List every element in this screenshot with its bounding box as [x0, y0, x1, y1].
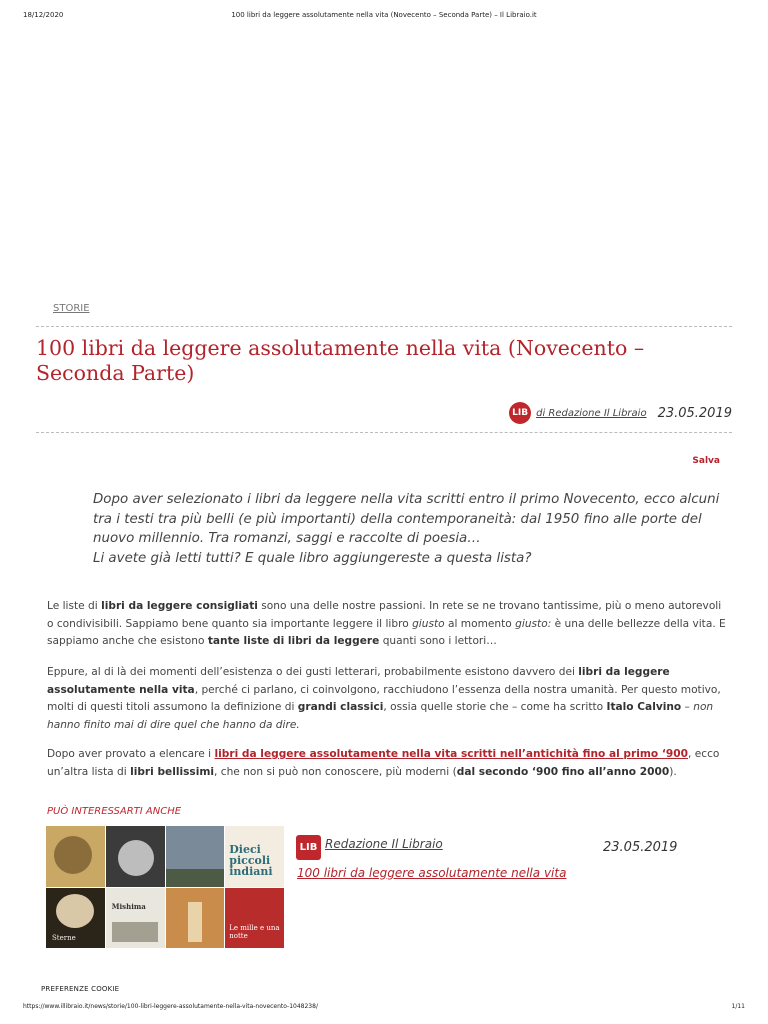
article-title: 100 libri da leggere assolutamente nella vita (Novecento – Seconda Parte) — [36, 336, 645, 385]
intro-paragraph: Dopo aver selezionato i libri da leggere nella vita scritti entro il primo Novecento, ecco alcuni tra i testi tra più belli (e più importanti) della contemporaneità: dal 1950 fino alle porte del nuovo millennio. Tra romanzi, saggi e raccolte di poesia… — [93, 492, 720, 546]
body-paragraph-1: Le liste di libri da leggere consigliati sono una delle nostre passioni. In rete se ne trovano tantissime, più o meno autorevoli o condivisibili. Sappiamo bene quanto sia importante leggere il libro giusto al momento giusto: è una delle bellezze della vita. E sappiamo anche che esistono tante liste di libri da leggere quanti sono i lettori… — [47, 600, 726, 648]
save-button[interactable]: Salva — [692, 456, 720, 466]
book-cover — [166, 826, 225, 887]
article-date: 23.05.2019 — [657, 405, 732, 421]
book-cover: Sterne — [46, 888, 105, 949]
print-date: 18/12/2020 — [23, 11, 64, 19]
category-link[interactable]: STORIE — [53, 303, 90, 314]
book-cover — [166, 888, 225, 949]
body-paragraph-3: Dopo aver provato a elencare i libri da leggere assolutamente nella vita scritti nell’antichità fino al primo ‘900, ecco un’altra lista di libri bellissimi, che non si può non conoscere, più moderni (dal secondo ‘900 fino all’anno 2000). — [47, 748, 720, 778]
related-label: PUÒ INTERESSARTI ANCHE — [47, 806, 182, 817]
divider — [36, 326, 732, 327]
body-paragraph-2: Eppure, al di là dei momenti dell’esistenza o dei gusti letterari, probabilmente esistono davvero dei libri da leggere assolutamente nella vita, perché ci parlano, ci coinvolgono, racchiudono l’essenza della nostra umanità. Per questo motivo, molti di questi titoli assumono la definizione di grandi classici, ossia quelle storie che – come ha scritto Italo Calvino – non hanno finito mai di dire quel che hanno da dire. — [47, 666, 721, 731]
book-cover: Mishima — [106, 888, 165, 949]
book-cover: Dieci piccoli indiani — [225, 826, 284, 887]
article-intro — [93, 490, 733, 568]
book-cover: Le mille e una notte — [225, 888, 284, 949]
lib-logo-icon: LIB — [296, 835, 321, 860]
book-cover — [46, 826, 105, 887]
print-url: https://www.illibraio.it/news/storie/100-libri-leggere-assolutamente-nella-vita-novecento-1048238/ — [23, 1003, 318, 1010]
related-title-link[interactable]: 100 libri da leggere assolutamente nella vita — [297, 866, 567, 880]
intro-paragraph: Li avete già letti tutti? E quale libro aggiungereste a questa lista? — [93, 550, 532, 566]
related-thumbnail[interactable] — [46, 826, 284, 948]
book-cover — [106, 826, 165, 887]
divider — [36, 432, 732, 433]
article-link[interactable]: libri da leggere assolutamente nella vita scritti nell’antichità fino al primo ‘900 — [214, 748, 689, 760]
author-link[interactable]: di Redazione Il Libraio — [536, 407, 647, 419]
lib-logo-icon: LIB — [509, 402, 531, 424]
byline — [509, 402, 732, 424]
related-date: 23.05.2019 — [603, 840, 678, 855]
cookie-preferences-button[interactable]: PREFERENZE COOKIE — [41, 985, 120, 993]
print-title: 100 libri da leggere assolutamente nella vita (Novecento – Seconda Parte) – Il Libraio.it — [231, 11, 537, 19]
related-author-link[interactable]: Redazione Il Libraio — [325, 837, 443, 851]
print-page-number: 1/11 — [731, 1003, 745, 1010]
